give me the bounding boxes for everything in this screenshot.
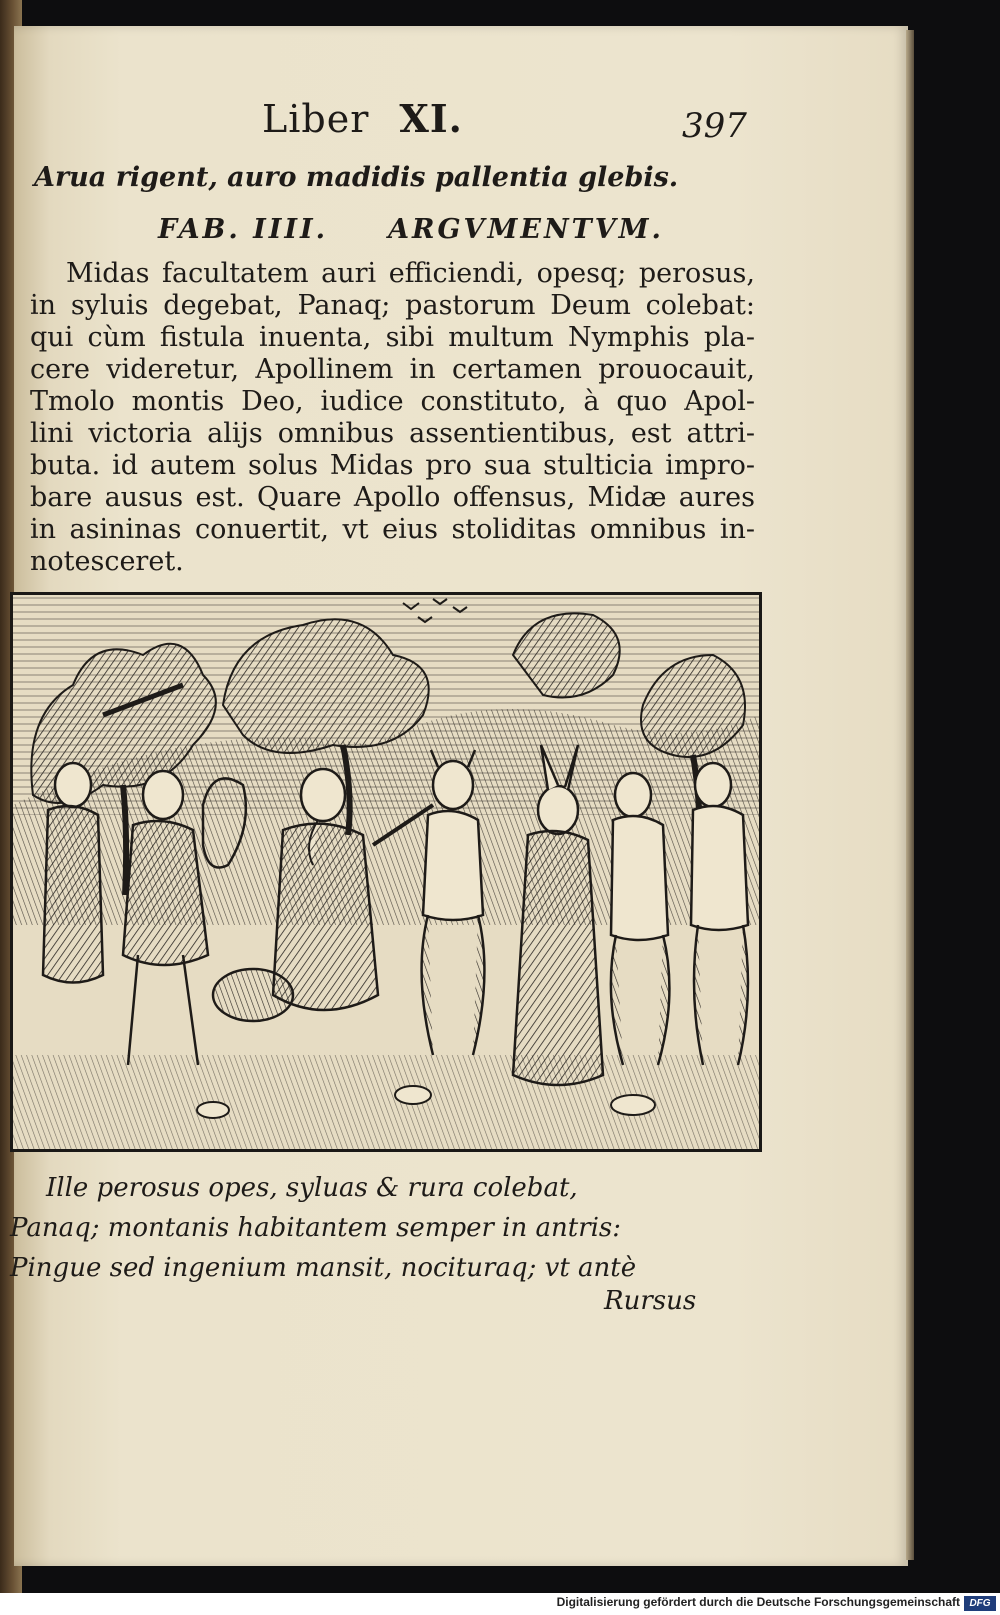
woodcut-illustration xyxy=(10,592,762,1152)
argument-line: bare ausus est. Quare Apollo offensus, Midæ aures xyxy=(30,482,755,513)
book-number: XI. xyxy=(399,96,463,141)
fable-number: FAB. IIII. xyxy=(158,214,329,245)
running-head xyxy=(0,96,1000,156)
argument-line: lini victoria alijs omnibus assentientibus, est attri- xyxy=(30,418,755,449)
argument-line: qui cùm fistula inuenta, sibi multum Nymphis pla- xyxy=(30,322,755,353)
running-title xyxy=(262,96,463,141)
digitization-footer xyxy=(0,1593,1000,1615)
page-edge xyxy=(906,30,914,1560)
argument-line: Tmolo montis Deo, iudice constituto, à quo Apol- xyxy=(30,386,755,417)
argument-line: buta. id autem solus Midas pro sua stulticia impro- xyxy=(30,450,755,481)
verse-line: Ille perosus opes, syluas & rura colebat, xyxy=(46,1173,578,1203)
dfg-logo[interactable]: DFG xyxy=(964,1596,996,1611)
footer-credit: Digitalisierung gefördert durch die Deutsche Forschungsgemeinschaft xyxy=(556,1595,960,1609)
argument-line: in syluis degebat, Panaq; pastorum Deum colebat: xyxy=(30,290,755,321)
argument-text xyxy=(30,258,755,578)
argument-line: Midas facultatem auri efficiendi, opesq; perosus, xyxy=(66,258,755,289)
argument-line: cere videretur, Apollinem in certamen prouocauit, xyxy=(30,354,755,385)
argument-line: notesceret. xyxy=(30,546,184,577)
verse-bottom xyxy=(10,1168,710,1288)
folio-number: 397 xyxy=(682,106,747,146)
argument-label: ARGVMENTVM. xyxy=(388,214,664,245)
verse-top: Arua rigent, auro madidis pallentia glebis. xyxy=(34,162,679,193)
verse-line: Panaq; montanis habitantem semper in antris: xyxy=(10,1213,622,1243)
catchword: Rursus xyxy=(604,1286,697,1316)
woodcut-drawing xyxy=(13,595,759,1149)
running-title-word: Liber xyxy=(262,97,370,141)
section-heading xyxy=(158,214,758,245)
verse-line: Pingue sed ingenium mansit, nocituraq; vt antè xyxy=(10,1253,637,1283)
argument-line: in asininas conuertit, vt eius stoliditas omnibus in- xyxy=(30,514,755,545)
